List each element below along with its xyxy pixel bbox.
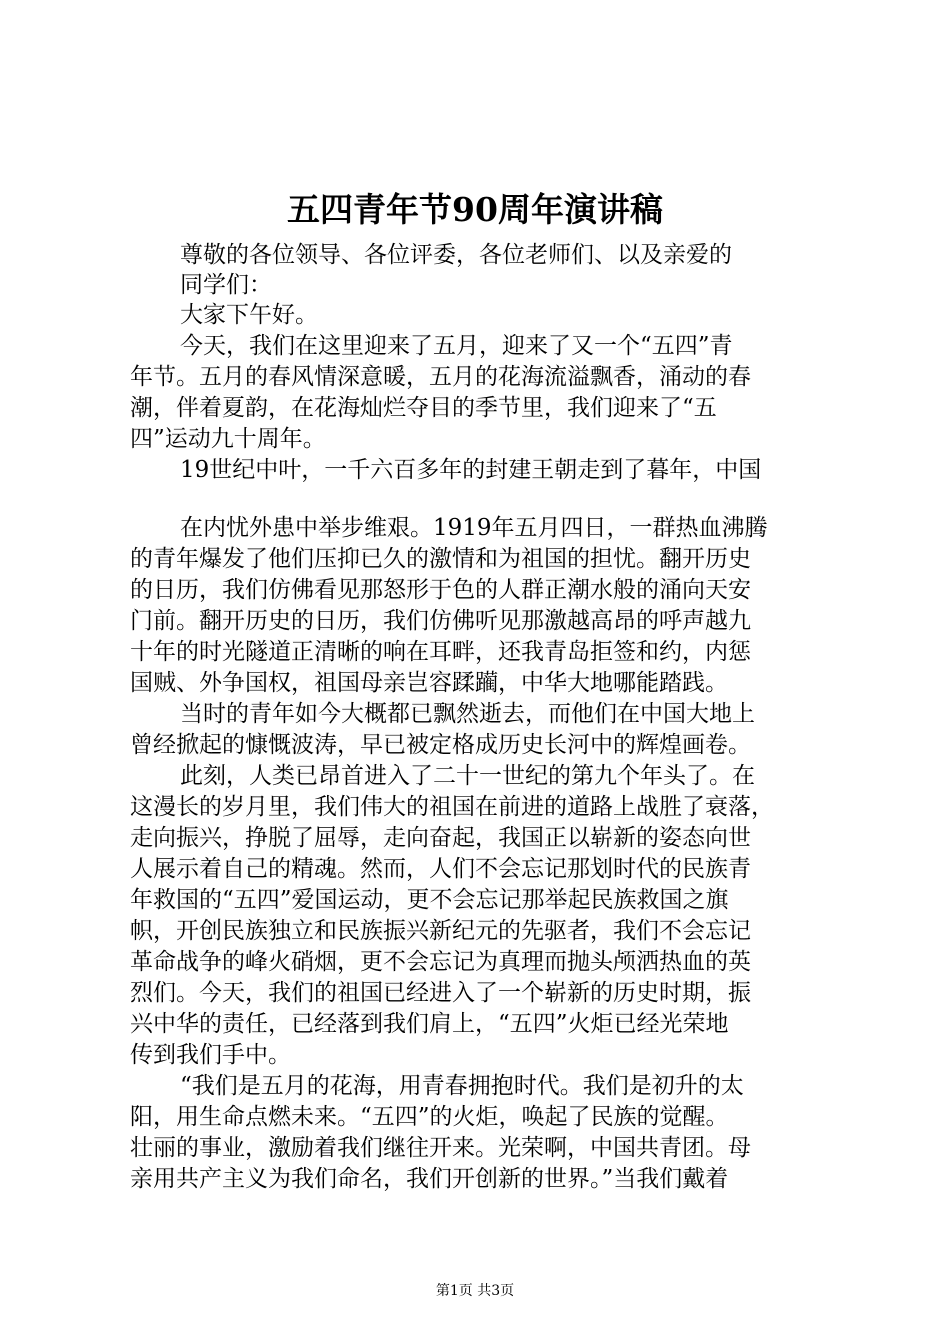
text-line: 的日历，我们仿佛看见那怒形于色的人群正潮水般的涌向天安 (130, 577, 751, 603)
text-line: 壮丽的事业，激励着我们继往开来。光荣啊，中国共青团。母 (130, 1135, 751, 1161)
page-footer: 第1页 共3页 (435, 1283, 515, 1299)
text-line: 烈们。今天，我们的祖国已经进入了一个崭新的历史时期，振 (130, 980, 751, 1006)
text-line: 兴中华的责任，已经落到我们肩上，“五四”火炬已经光荣地 (130, 1011, 729, 1037)
text-line: 这漫长的岁月里，我们伟大的祖国在前进的道路上战胜了衰落， (130, 794, 774, 820)
text-line: 今天，我们在这里迎来了五月，迎来了又一个“五四”青 (180, 333, 733, 359)
text-line: 十年的时光隧道正清晰的响在耳畔，还我青岛拒签和约，内惩 (130, 639, 751, 665)
text-line: 潮，伴着夏韵，在花海灿烂夺目的季节里，我们迎来了“五 (130, 395, 717, 421)
text-line: 亲用共产主义为我们命名，我们开创新的世界。”当我们戴着 (130, 1166, 729, 1192)
text-line: 国贼、外争国权，祖国母亲岂容蹂躏，中华大地哪能踏践。 (130, 670, 728, 696)
text-line: 传到我们手中。 (130, 1042, 291, 1068)
text-line: 曾经掀起的慷慨波涛，早已被定格成历史长河中的辉煌画卷。 (130, 732, 751, 758)
text-line: 同学们： (180, 272, 272, 298)
text-line: 四”运动九十周年。 (130, 426, 326, 452)
text-line: “我们是五月的花海，用青春拥抱时代。我们是初升的太 (180, 1073, 744, 1099)
text-line: 走向振兴，挣脱了屈辱，走向奋起，我国正以崭新的姿态向世 (130, 825, 751, 851)
text-line: 此刻，人类已昂首进入了二十一世纪的第九个年头了。在 (180, 763, 755, 789)
text-line: 人展示着自己的精魂。然而，人们不会忘记那划时代的民族青 (130, 856, 751, 882)
text-line: 19世纪中叶，一千六百多年的封建王朝走到了暮年，中国 (180, 457, 762, 483)
text-line: 阳，用生命点燃未来。“五四”的火炬，唤起了民族的觉醒。 (130, 1104, 729, 1130)
text-line: 革命战争的峰火硝烟，更不会忘记为真理而抛头颅洒热血的英 (130, 949, 751, 975)
text-line: 尊敬的各位领导、各位评委，各位老师们、以及亲爱的 (180, 242, 732, 268)
text-line: 帜，开创民族独立和民族振兴新纪元的先驱者，我们不会忘记 (130, 918, 751, 944)
text-line: 年节。五月的春风情深意暖，五月的花海流溢飘香，涌动的春 (130, 364, 751, 390)
text-line: 大家下午好。 (180, 302, 318, 328)
text-line: 当时的青年如今大概都已飘然逝去，而他们在中国大地上 (180, 701, 755, 727)
text-line: 的青年爆发了他们压抑已久的激情和为祖国的担忧。翻开历史 (130, 546, 751, 572)
text-line: 门前。翻开历史的日历，我们仿佛听见那激越高昂的呼声越九 (130, 608, 751, 634)
text-line: 年救国的“五四”爱国运动，更不会忘记那举起民族救国之旗 (130, 887, 729, 913)
text-line: 在内忧外患中举步维艰。1919年五月四日，一群热血沸腾 (180, 515, 768, 541)
document-title: 五四青年节90周年演讲稿 (287, 190, 663, 229)
